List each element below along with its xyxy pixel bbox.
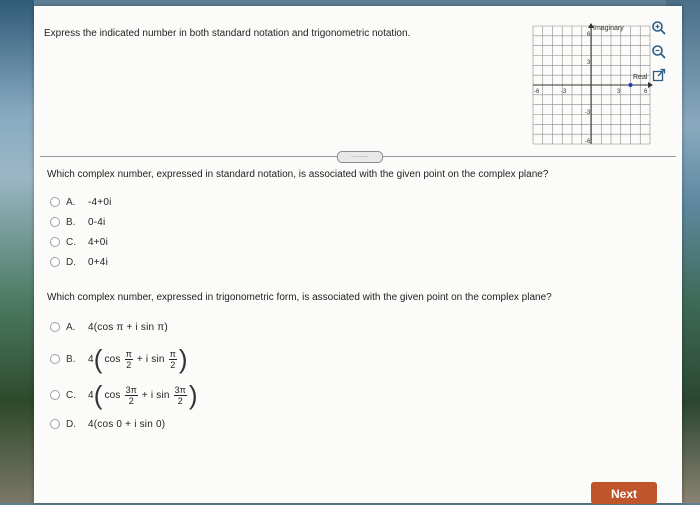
zoom-in-icon[interactable] [650, 20, 668, 38]
popout-icon[interactable] [650, 68, 668, 86]
option-1a[interactable]: A. -4+0i [50, 194, 112, 210]
radio-button[interactable] [50, 419, 60, 429]
right-paren: ) [178, 344, 188, 374]
part1-prompt: Which complex number, expressed in standard notation, is associated with the given point on the complex plane? [47, 169, 549, 180]
left-paren: ( [93, 380, 103, 410]
real-label: Real [633, 74, 648, 81]
radio-button[interactable] [50, 390, 60, 400]
radio-button[interactable] [50, 257, 60, 267]
resize-handle[interactable]: ...... [337, 151, 383, 163]
fraction: $\frac{\pi}{2}$ [169, 348, 176, 370]
tick-label-im-3: 3 [587, 60, 591, 66]
radio-button[interactable] [50, 197, 60, 207]
option-text: 4(cos π + i sin π) [88, 321, 168, 333]
left-paren: ( [93, 344, 103, 374]
option-text: 0-4i [88, 216, 106, 228]
background-left [0, 0, 34, 503]
fraction: $\frac{3\pi}{2}$ [174, 384, 186, 406]
tick-label-re-3: 3 [617, 89, 621, 95]
radio-button[interactable] [50, 322, 60, 332]
radio-button[interactable] [50, 237, 60, 247]
option-2a[interactable]: A. 4(cos π + i sin π) [50, 319, 168, 335]
option-text: 0+4i [88, 256, 108, 268]
tick-label-im-6: 6 [587, 32, 591, 38]
right-paren: ) [188, 380, 198, 410]
tick-label-re-6: 6 [644, 89, 648, 95]
part2-prompt: Which complex number, expressed in trigonometric form, is associated with the given point on the complex plane? [47, 292, 552, 303]
option-text: -4+0i [88, 196, 112, 208]
tick-label-re-neg3: -3 [561, 89, 567, 95]
option-1c[interactable]: C. 4+0i [50, 234, 108, 250]
option-2d[interactable]: D. 4(cos 0 + i sin 0) [50, 416, 165, 432]
fraction: $\frac{\pi}{2}$ [125, 348, 132, 370]
question-text: Express the indicated number in both standard notation and trigonometric notation. [44, 28, 411, 39]
imaginary-label: Imaginary [593, 25, 624, 32]
question-panel [34, 6, 682, 503]
fraction: $\frac{3\pi}{2}$ [125, 384, 137, 406]
radio-button[interactable] [50, 354, 60, 364]
zoom-out-icon[interactable] [650, 44, 668, 62]
option-2b[interactable]: B. 4 ( cos $\frac{\pi}{2}$ + i sin $\frac{\pi}{2}$ ) [50, 346, 188, 372]
toolbar [646, 20, 672, 92]
option-text: 4(cos 0 + i sin 0) [88, 418, 166, 430]
option-1b[interactable]: B. 0-4i [50, 214, 105, 230]
tick-label-re-neg6: -6 [534, 89, 540, 95]
plotted-point [629, 83, 633, 87]
next-button[interactable]: Next [591, 482, 657, 504]
tick-label-im-neg6: -6 [585, 139, 591, 145]
option-1d[interactable]: D. 0+4i [50, 254, 108, 270]
tick-label-im-neg3: -3 [585, 110, 591, 116]
radio-button[interactable] [50, 217, 60, 227]
option-text: 4+0i [88, 236, 108, 248]
complex-plane-graph [529, 22, 654, 147]
option-2c[interactable]: C. 4 ( cos $\frac{3\pi}{2}$ + i sin $\frac{3\pi}{2}$ ) [50, 382, 198, 408]
